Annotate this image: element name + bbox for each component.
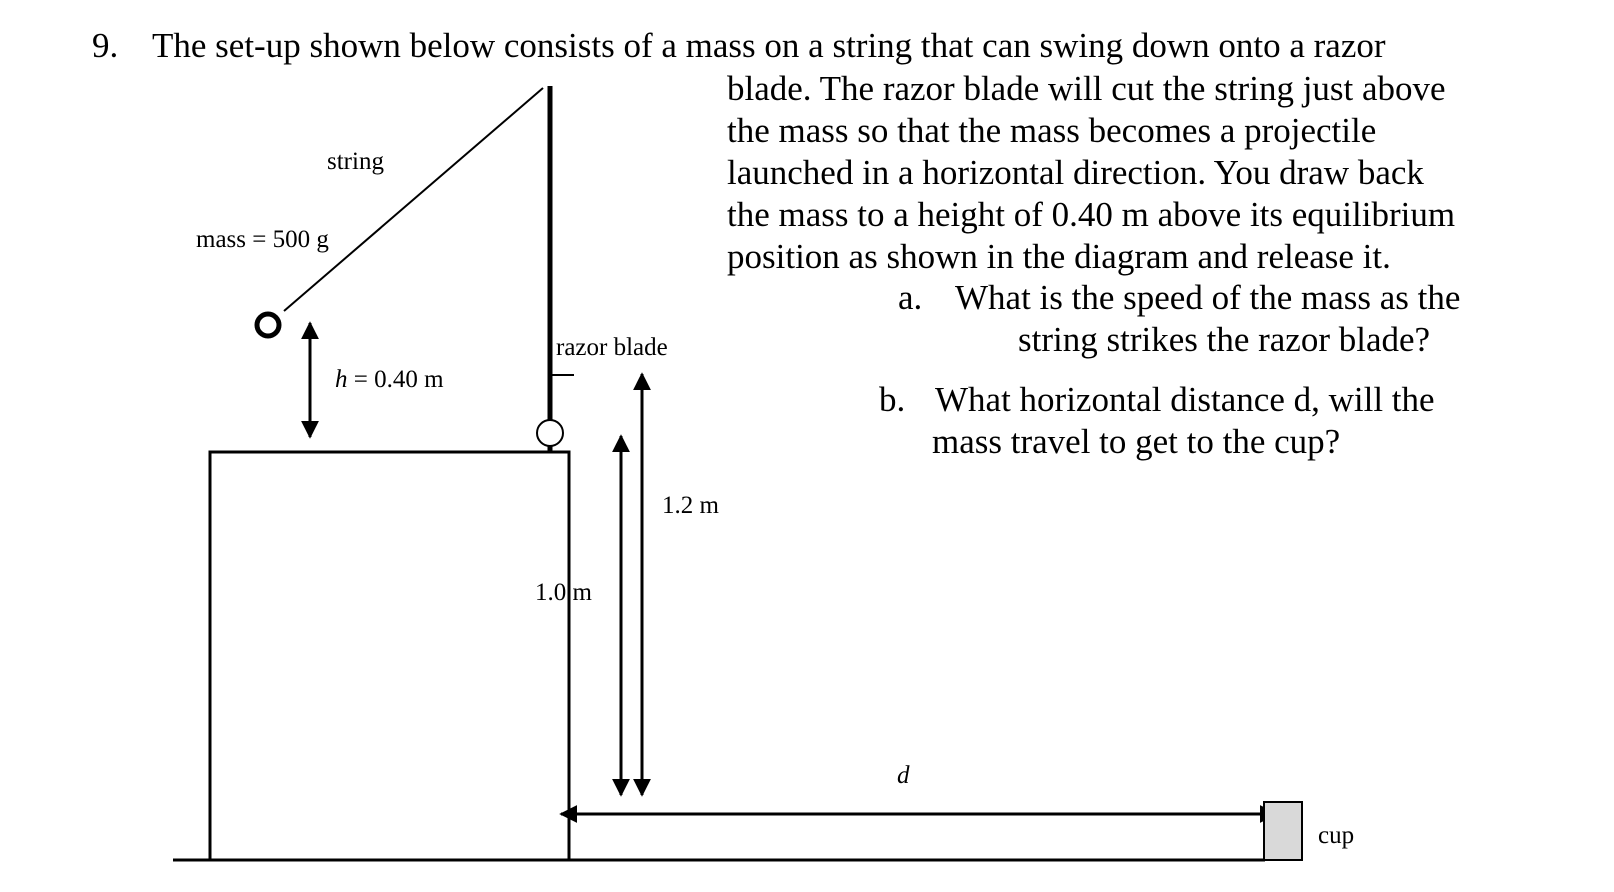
part-b-line-2: mass travel to get to the cup? [932,422,1341,461]
table-height-label: 1.0 m [535,579,592,606]
string-label: string [327,148,384,175]
question-line-1: The set-up shown below consists of a mass on a string that can swing down onto a razor [152,26,1386,65]
part-b-label: b. [879,380,906,419]
paragraph-line: launched in a horizontal direction. You draw back [727,153,1424,192]
string-line [284,88,543,311]
total-height-label: 1.2 m [662,492,719,519]
paragraph-line: the mass to a height of 0.40 m above its equilibrium [727,195,1456,234]
table-block [210,452,569,860]
mass-label: mass = 500 g [196,226,329,253]
part-a-line-1: What is the speed of the mass as the [955,278,1461,317]
height-variable: h [335,366,348,393]
question-number: 9. [92,26,119,65]
equilibrium-mass [537,420,563,446]
cup [1264,802,1302,860]
height-value: = 0.40 m [347,366,444,393]
distance-label: d [897,762,910,789]
paragraph-line: blade. The razor blade will cut the string just above [727,69,1446,108]
part-a-line-2: string strikes the razor blade? [1018,320,1431,359]
paragraph-line: position as shown in the diagram and release it. [727,237,1391,276]
razor-blade-label: razor blade [556,334,668,361]
cup-label: cup [1318,822,1355,849]
paragraph-line: the mass so that the mass becomes a projectile [727,111,1377,150]
part-a-label: a. [898,278,923,317]
part-b-line-1: What horizontal distance d, will the [935,380,1435,419]
mass-bob [257,314,279,336]
height-label [335,366,444,394]
